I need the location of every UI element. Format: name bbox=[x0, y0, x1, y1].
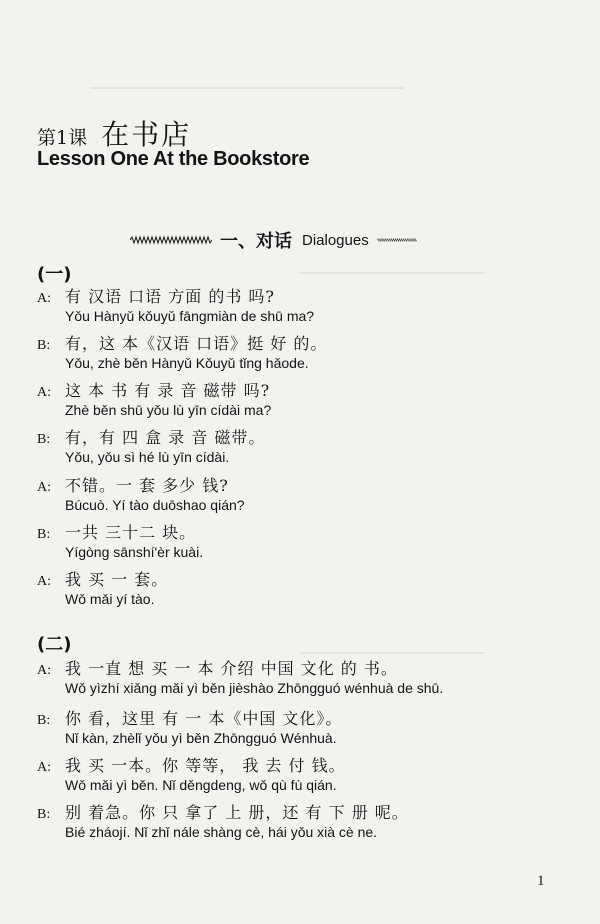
pinyin-text: Zhè běn shū yǒu lù yīn cídài ma? bbox=[65, 402, 272, 418]
section-label-2: (二) bbox=[37, 634, 72, 655]
chinese-text: 有 汉语 口语 方面 的书 吗? bbox=[65, 287, 276, 306]
chinese-text: 我 买 一本。你 等等， 我 去 付 钱。 bbox=[65, 756, 346, 775]
chinese-text: 一共 三十二 块。 bbox=[65, 523, 197, 542]
pinyin-text: Yǒu, yǒu sì hé lù yīn cídài. bbox=[65, 449, 230, 465]
pinyin-text: Wǒ mǎi yì běn. Nǐ děngdeng, wǒ qù fù qián. bbox=[65, 777, 337, 793]
pinyin-text: Yígòng sānshí'èr kuài. bbox=[65, 544, 204, 560]
section-label-1: (一) bbox=[37, 264, 72, 285]
speaker-label: B: bbox=[37, 432, 51, 447]
chinese-text: 有，这 本《汉语 口语》挺 好 的。 bbox=[65, 334, 328, 353]
page-number: 1 bbox=[537, 873, 545, 889]
dialogues-heading-cn: 一、对话 bbox=[220, 231, 292, 252]
pinyin-text: Bié zháojí. Nǐ zhǐ nále shàng cè, hái yǒu xià cè ne. bbox=[65, 824, 378, 840]
lesson-title-row bbox=[37, 113, 191, 153]
dialogue-line bbox=[37, 656, 557, 696]
lesson-number: 第1课 bbox=[37, 127, 88, 149]
bleed-through-text: ▁▁▁▁▁▁▁▁▁▁▁▁▁▁▁▁▁▁▁▁▁▁▁▁▁▁▁▁▁▁▁▁▁▁ bbox=[90, 75, 404, 89]
chinese-text: 我 买 一 套。 bbox=[65, 570, 169, 589]
speaker-label: A: bbox=[37, 574, 51, 589]
speaker-label: A: bbox=[37, 385, 51, 400]
dialogue-line bbox=[37, 331, 557, 371]
speaker-label: A: bbox=[37, 291, 51, 306]
speaker-label: B: bbox=[37, 338, 51, 353]
pinyin-text: Yǒu, zhè běn Hànyǔ Kǒuyǔ tǐng hǎode. bbox=[65, 355, 309, 371]
dialogue-line bbox=[37, 425, 557, 465]
dialogues-heading-en: Dialogues bbox=[302, 231, 369, 249]
speaker-label: B: bbox=[37, 807, 51, 822]
speaker-label: A: bbox=[37, 663, 51, 678]
speaker-label: A: bbox=[37, 760, 51, 775]
chinese-text: 有，有 四 盒 录 音 磁带。 bbox=[65, 428, 266, 447]
speaker-label: B: bbox=[37, 527, 51, 542]
lesson-title-cn: 在书店 bbox=[101, 118, 192, 151]
lesson-title-en: Lesson One At the Bookstore bbox=[37, 148, 310, 170]
pinyin-text: Nǐ kàn, zhèlǐ yǒu yì běn Zhōngguó Wénhuà. bbox=[65, 730, 337, 746]
chinese-text: 我 一直 想 买 一 本 介绍 中国 文化 的 书。 bbox=[65, 659, 398, 678]
pinyin-text: Wǒ yìzhí xiǎng mǎi yì běn jièshào Zhōngguó wénhuà de shū. bbox=[65, 680, 444, 696]
chinese-text: 你 看，这里 有 一 本《中国 文化》。 bbox=[65, 709, 343, 728]
dialogue-line bbox=[37, 284, 557, 324]
dialogue-line bbox=[37, 473, 557, 513]
dialogue-line bbox=[37, 753, 557, 793]
pinyin-text: Wǒ mǎi yí tào. bbox=[65, 591, 155, 607]
zigzag-ornament-left bbox=[130, 235, 212, 245]
bleed-through-text: ▁▁▁▁▁▁▁▁▁▁▁▁▁▁▁▁▁▁▁▁ bbox=[300, 260, 485, 274]
dialogue-line bbox=[37, 567, 557, 607]
dialogue-line bbox=[37, 800, 557, 840]
dialogue-line bbox=[37, 520, 557, 560]
dialogue-line bbox=[37, 706, 557, 746]
speaker-label: A: bbox=[37, 480, 51, 495]
zigzag-ornament-right bbox=[377, 235, 417, 245]
pinyin-text: Búcuò. Yí tào duōshao qián? bbox=[65, 497, 245, 513]
speaker-label: B: bbox=[37, 713, 51, 728]
dialogue-line bbox=[37, 378, 557, 418]
pinyin-text: Yǒu Hànyǔ kǒuyǔ fāngmiàn de shū ma? bbox=[65, 308, 315, 324]
chinese-text: 别 着急。你 只 拿了 上 册，还 有 下 册 呢。 bbox=[65, 803, 409, 822]
bleed-through-text: ▁▁▁▁▁▁▁▁▁▁▁▁▁▁▁▁▁▁▁▁ bbox=[300, 640, 485, 654]
chinese-text: 不错。一 套 多少 钱? bbox=[65, 476, 229, 495]
chinese-text: 这 本 书 有 录 音 磁带 吗? bbox=[65, 381, 271, 400]
dialogues-heading bbox=[130, 228, 420, 252]
